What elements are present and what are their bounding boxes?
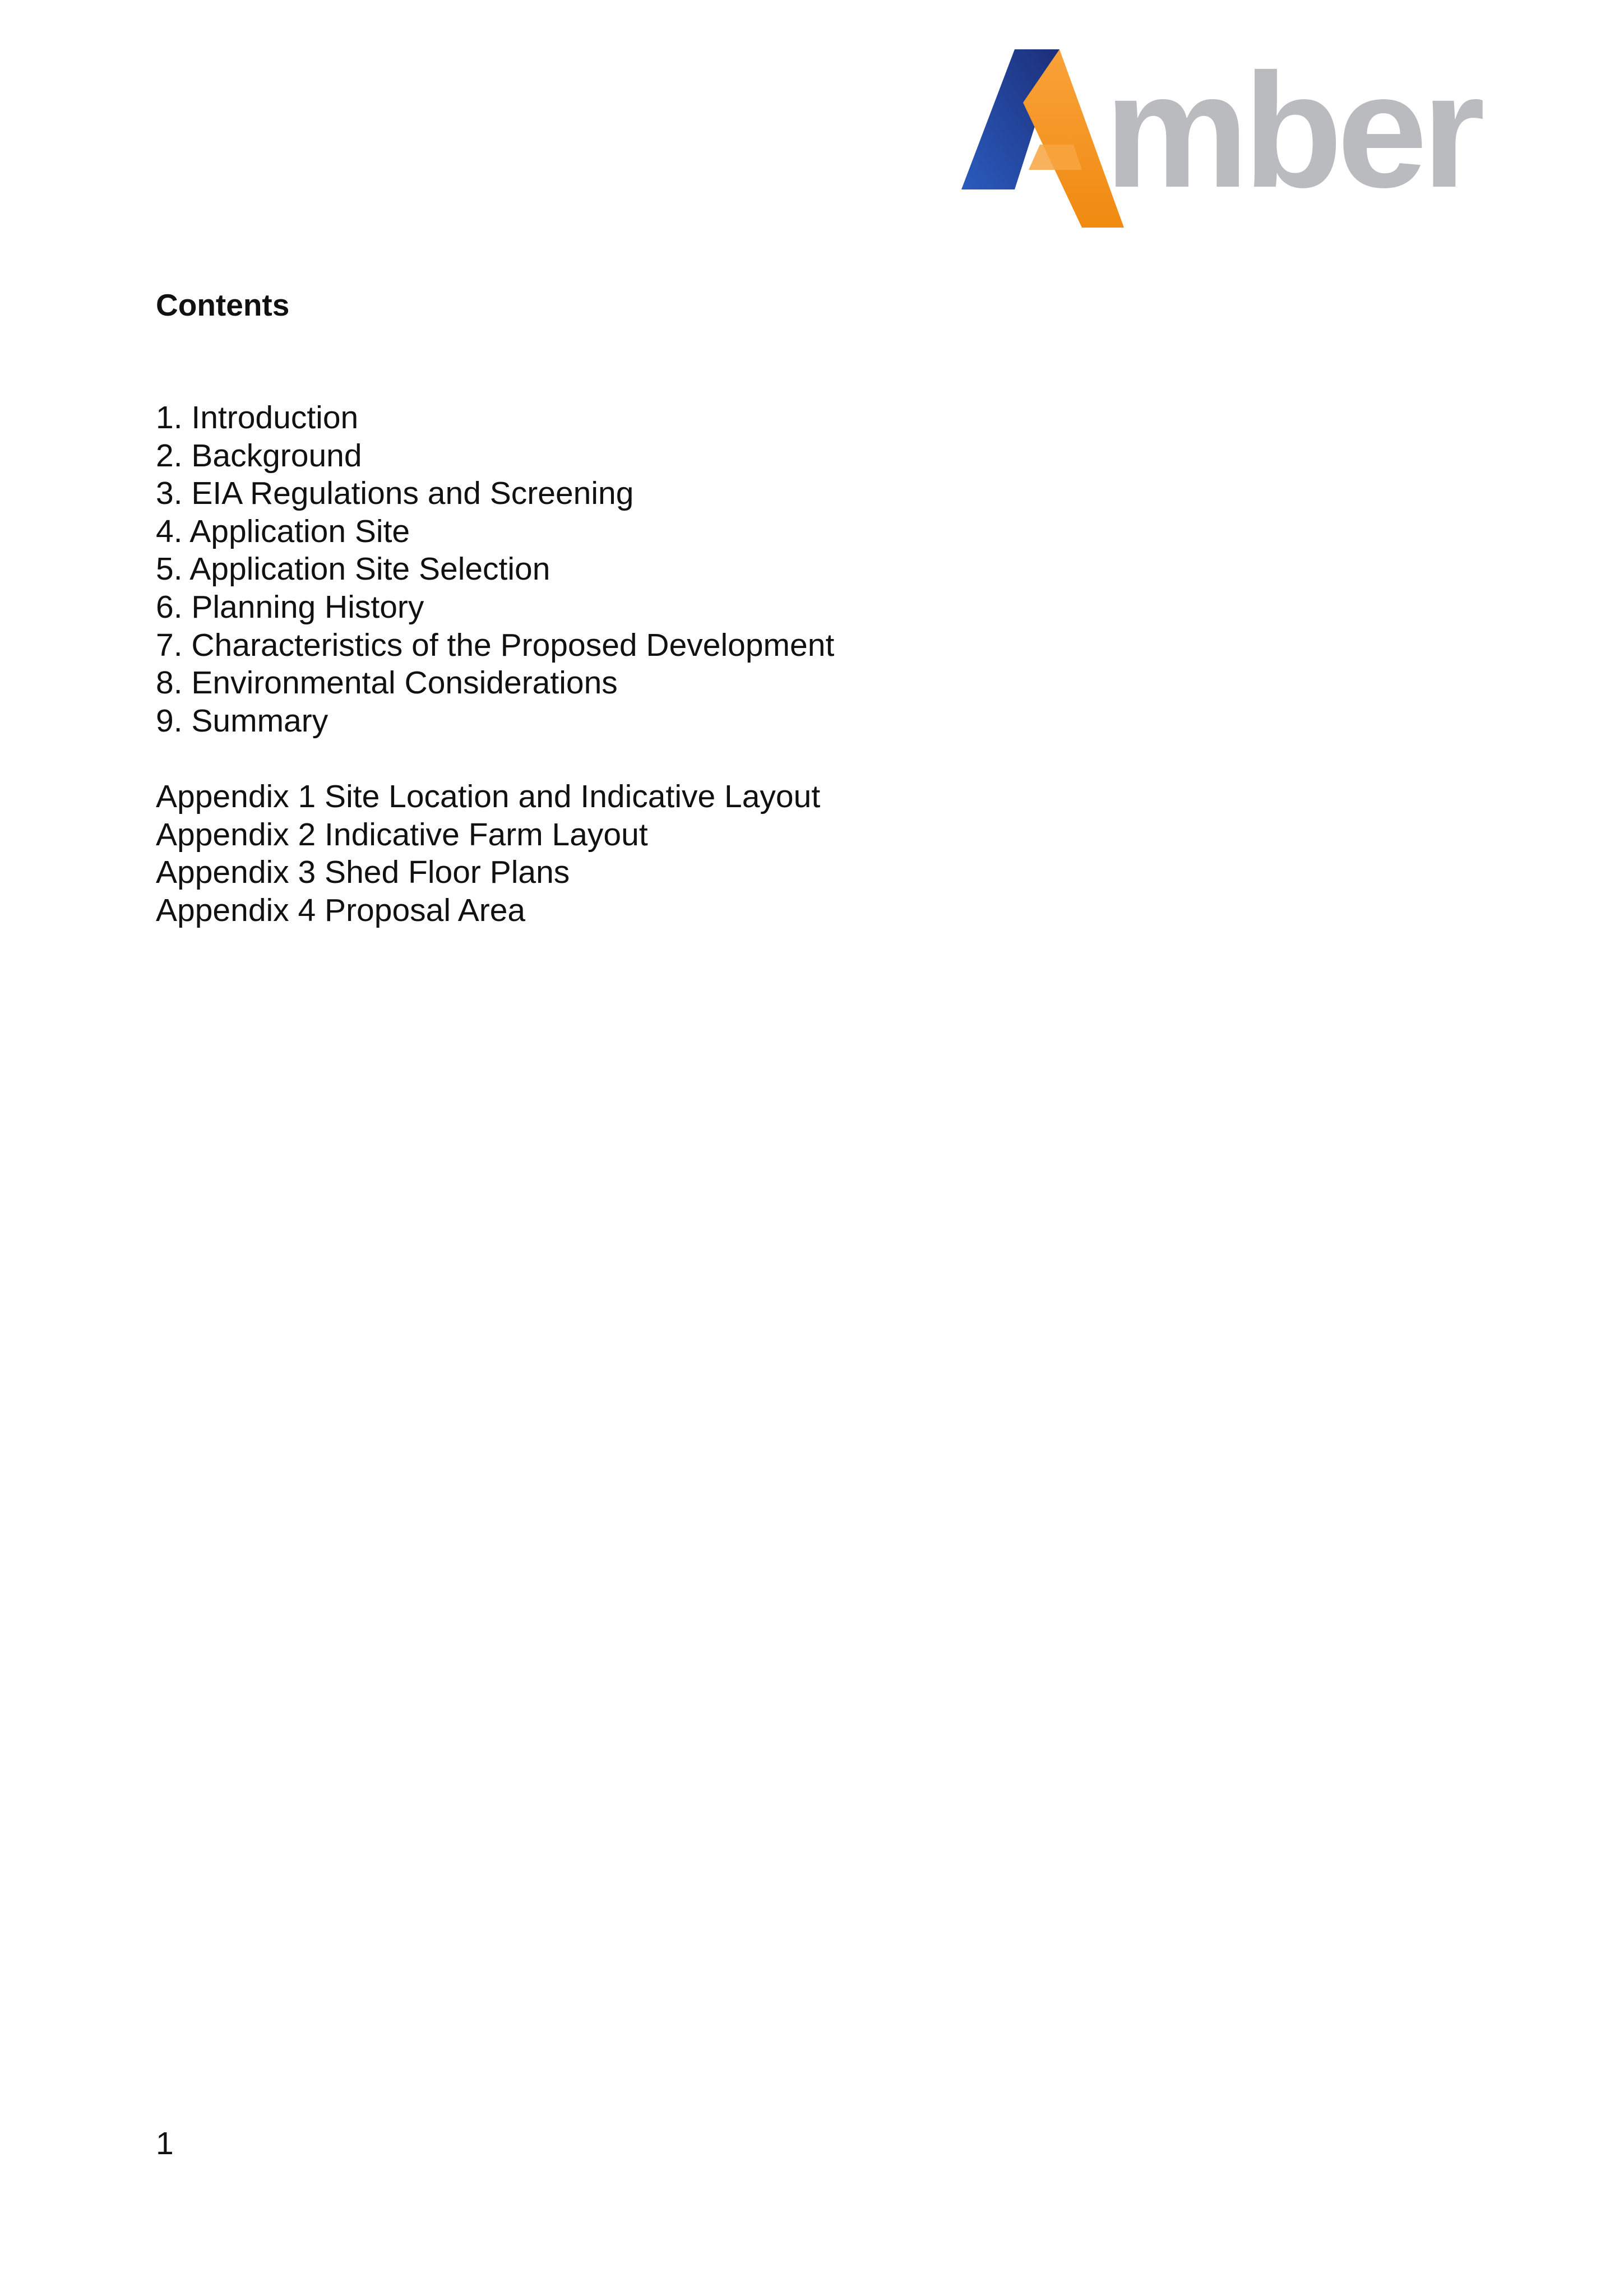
toc-item: 8. Environmental Considerations	[156, 665, 618, 701]
toc-item: 4. Application Site	[156, 513, 410, 549]
page-number: 1	[156, 2126, 174, 2161]
toc-item: 5. Application Site Selection	[156, 551, 550, 587]
toc-item: 9. Summary	[156, 702, 328, 739]
contents-heading: Contents	[156, 288, 290, 322]
table-of-contents	[156, 399, 834, 740]
toc-item: 2. Background	[156, 437, 362, 474]
toc-item: 1. Introduction	[156, 400, 359, 436]
toc-item: 7. Characteristics of the Proposed Development	[156, 627, 835, 663]
appendix-item: Appendix 2 Indicative Farm Layout	[156, 816, 648, 853]
appendix-item: Appendix 1 Site Location and Indicative Layout	[156, 779, 821, 814]
appendix-list	[156, 778, 820, 929]
appendix-item: Appendix 3 Shed Floor Plans	[156, 854, 570, 891]
appendix-item: Appendix 4 Proposal Area	[156, 892, 526, 928]
amber-logo	[961, 49, 1564, 234]
svg-text:mber: mber	[1104, 49, 1480, 221]
toc-item: 6. Planning History	[156, 589, 424, 625]
toc-item: 3. EIA Regulations and Screening	[156, 475, 634, 512]
